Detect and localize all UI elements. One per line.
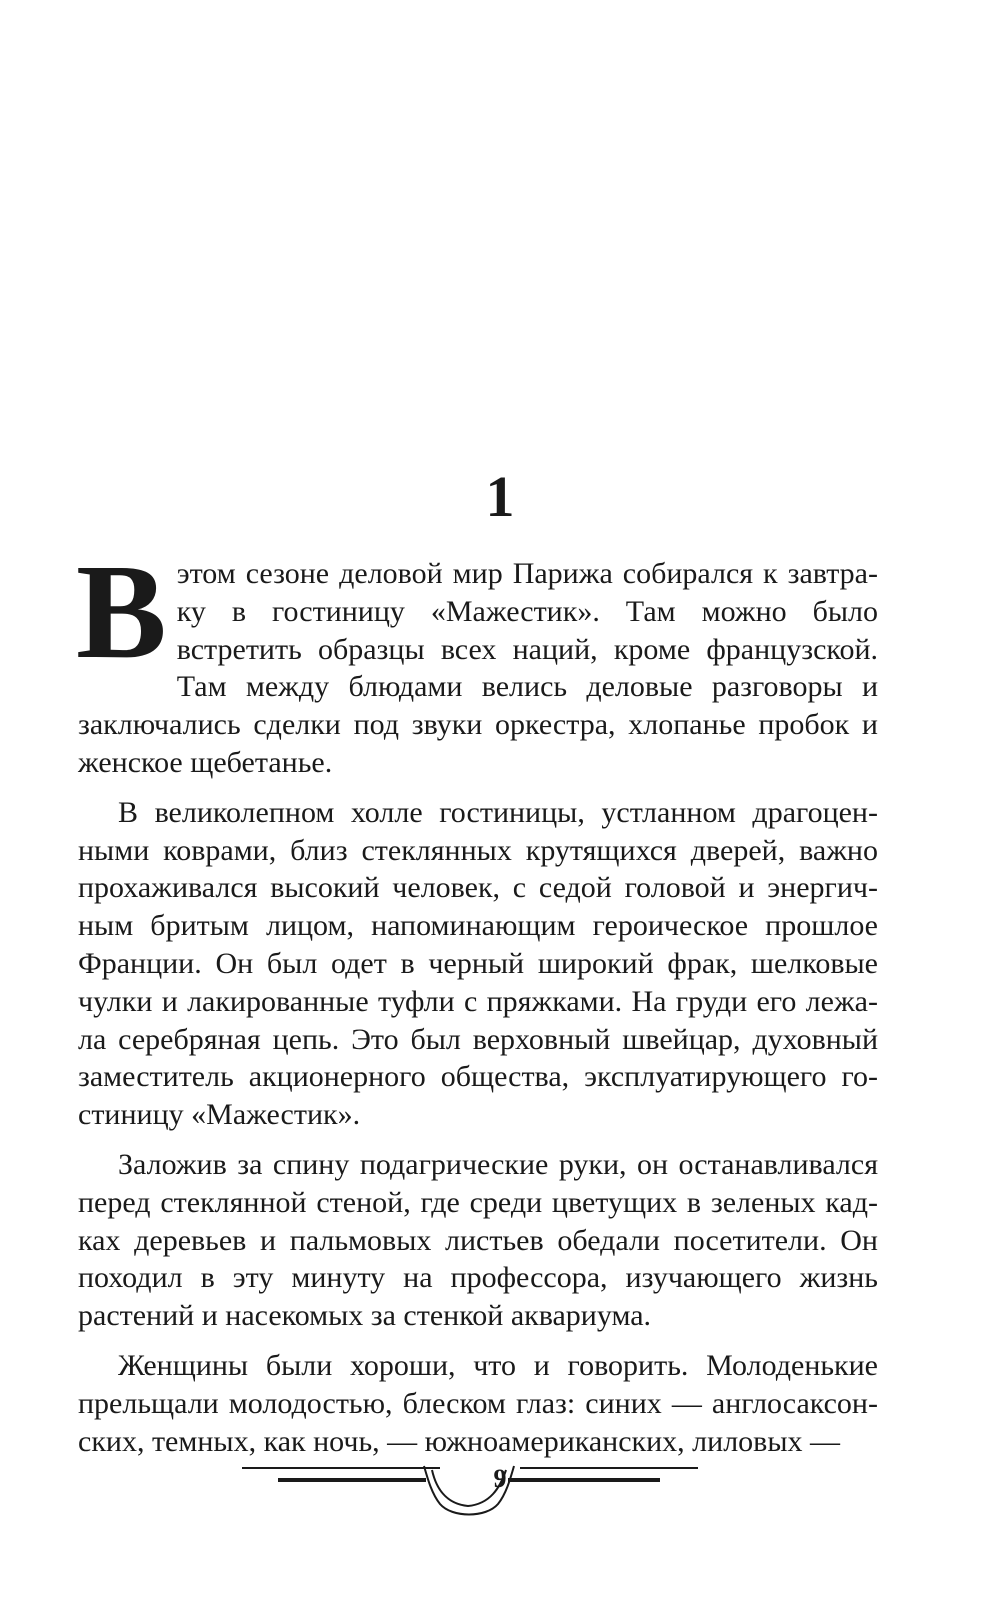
drop-cap: В bbox=[76, 537, 167, 687]
page-number: 9 bbox=[493, 1464, 507, 1493]
body-text bbox=[76, 537, 878, 1472]
paragraph-4: Женщины были хороши, что и говорить. Молоденькие прельщали молодостью, блеском глаз: синих — англосаксонских, темных, как ночь, — южноамериканских, лиловых — bbox=[78, 1348, 878, 1458]
paragraph-2: В великолепном холле гостиницы, устланном драгоценными коврами, близ стеклянных крутящихся дверей, важно прохаживался высокий человек, с седой головой и энергичным бритым лицом, напоминающим героическое прошлое Франции. Он был одет в черный широкий фрак, шелковые чулки и лакированные туфли с пряжками. На груди его лежала серебряная цепь. Это был верховный швейцар, духовный заместитель акционерного общества, эксплуатирующего гостиницу «Мажестик». bbox=[78, 795, 878, 1132]
paragraph-1 bbox=[76, 537, 878, 782]
chapter-number: 1 bbox=[485, 464, 515, 529]
paragraph-text: этом сезоне деловой мир Парижа собирался к завтраку в гостиницу «Мажестик». Там можно было встретить образцы всех наций, кроме французской. Там между блюдами велись деловые разговоры и заключались сделки под звуки оркестра, хлопанье пробок и женское щебетанье. bbox=[78, 557, 878, 779]
paragraph-3: Заложив за спину подагрические руки, он останавливался перед стеклянной стеной, где среди цветущих в зеленых кадках деревьев и пальмовых листьев обедали посетители. Он походил в эту минуту на профессора, изучающего жизнь растений и насекомых за стенкой аквариума. bbox=[78, 1147, 878, 1333]
